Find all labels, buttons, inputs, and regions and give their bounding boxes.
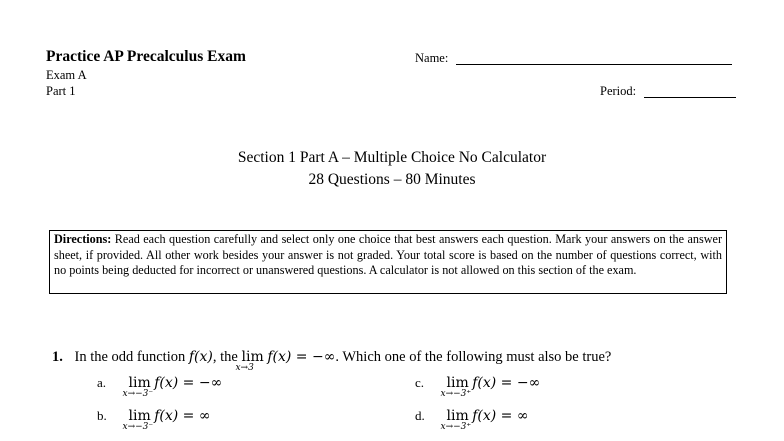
directions-box (49, 230, 727, 294)
option-a[interactable] (97, 375, 223, 399)
option-d[interactable] (415, 408, 529, 432)
part-label: Part 1 (46, 84, 76, 98)
directions-text: Read each question carefully and select only one choice that best answers each question. Mark your answers on the answer sheet, if provided. All other work besides your answer is not graded. Your total score is based on the number of questions correct, with no points being deducted for incorrect or unanswered questions. A calculator is not allowed on this section of the exam. (54, 232, 723, 278)
name-blank-line (456, 64, 732, 65)
function-notation: f(x) (188, 349, 213, 365)
option-expression: f(x) = −∞ (154, 375, 223, 391)
limit-operator: lim x→−3⁻ (122, 408, 154, 432)
question-number: 1. (52, 349, 63, 365)
directions-label: Directions: (54, 232, 112, 246)
name-label: Name: (415, 51, 449, 65)
exam-label: Exam A (46, 68, 87, 82)
period-blank-line (644, 97, 736, 98)
limit-expression: f(x) = −∞ (267, 349, 336, 365)
option-c[interactable] (415, 375, 541, 399)
option-expression: f(x) = −∞ (472, 375, 541, 391)
question-stem-start: In the odd function (74, 349, 186, 365)
question-1 (52, 349, 612, 373)
limit-operator: lim x→−3⁺ (440, 375, 472, 399)
section-title: Section 1 Part A – Multiple Choice No Calculator (237, 149, 547, 166)
question-stem-end: . Which one of the following must also be true? (335, 349, 612, 365)
limit-subscript: x→−3⁺ (440, 389, 472, 399)
option-letter: a. (97, 375, 107, 390)
option-expression: f(x) = ∞ (154, 408, 211, 424)
limit-subscript: x→−3⁺ (440, 422, 472, 432)
limit-subscript: x→3 (235, 363, 254, 373)
section-subtitle: 28 Questions – 80 Minutes (308, 171, 476, 188)
option-b[interactable] (97, 408, 211, 432)
option-letter: d. (415, 408, 425, 423)
question-stem-mid: , the (212, 349, 238, 365)
limit-operator: lim x→−3⁻ (122, 375, 154, 399)
limit-subscript: x→−3⁻ (122, 422, 154, 432)
option-letter: b. (97, 408, 107, 423)
option-expression: f(x) = ∞ (472, 408, 529, 424)
period-label: Period: (600, 84, 637, 98)
limit-operator: lim x→−3⁺ (440, 408, 472, 432)
limit-operator: lim x→3 (235, 349, 264, 373)
exam-title: Practice AP Precalculus Exam (46, 48, 246, 65)
limit-subscript: x→−3⁻ (122, 389, 154, 399)
option-letter: c. (415, 375, 425, 390)
